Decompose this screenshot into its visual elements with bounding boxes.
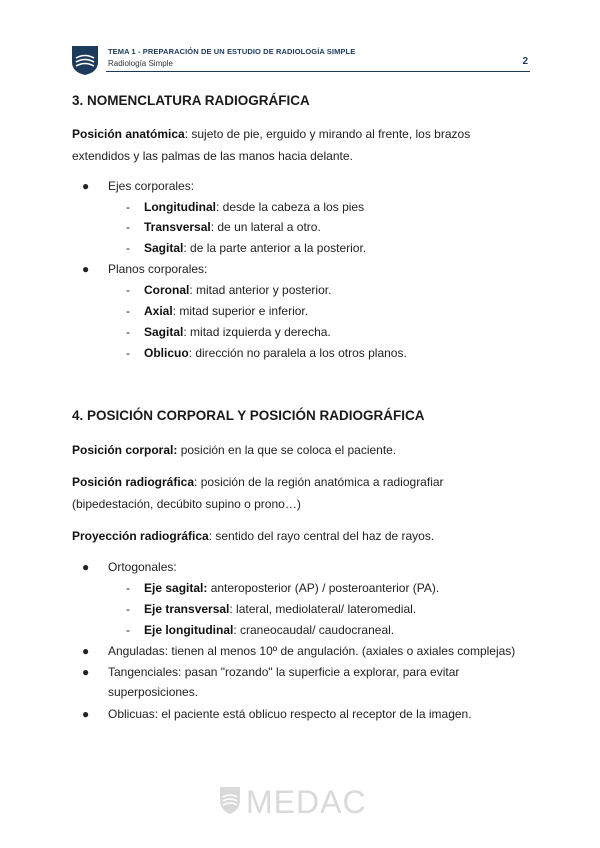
projection-paragraph [72,525,532,547]
bullet-label: Anguladas: tienen al menos 10º de angulación. (axiales o axiales complejas) [108,644,516,658]
bullet-label: Ortogonales: [108,560,177,574]
term: Eje longitudinal [144,623,234,637]
term: Longitudinal [144,200,216,214]
anatomic-position-def-1: : sujeto de pie, erguido y mirando al frente, los brazos [184,127,471,141]
bullet-label: Ejes corporales: [108,179,195,193]
header-title: TEMA 1 - PREPARACIÓN DE UN ESTUDIO DE RADIOLOGÍA SIMPLE [108,47,356,56]
term: Sagital [144,241,184,255]
bullet-label-cont: superposiciones. [108,685,199,699]
anatomic-position-paragraph [72,123,532,167]
bullet-icon: ● [82,262,90,276]
radiographic-position-term: Posición radiográfica [72,475,195,489]
header-subtitle: Radiología Simple [108,59,173,68]
definition: : mitad anterior y posterior. [189,283,332,297]
term: Transversal [144,220,211,234]
definition: : craneocaudal/ caudocraneal. [233,623,395,637]
definition: : desde la cabeza a los pies [215,200,365,214]
bullet-icon: ● [82,707,90,721]
bullet-label: Oblicuas: el paciente está oblicuo respecto al receptor de la imagen. [108,707,472,721]
dash-icon: - [126,325,130,339]
term: Axial [144,304,173,318]
radiographic-position-def-2: (bipedestación, decúbito supino o prono…) [72,497,301,511]
dash-icon: - [126,220,130,234]
definition: : de la parte anterior a la posterior. [183,241,367,255]
medac-footer-logo [218,784,378,818]
dash-icon: - [126,283,130,297]
body-position-def: posición en la que se coloca el paciente. [177,443,397,457]
definition: : mitad izquierda y derecha. [183,325,331,339]
dash-icon: - [126,623,130,637]
anatomic-position-term: Posición anatómica [72,127,185,141]
definition: anteroposterior (AP) / posteroanterior (PA). [207,581,440,595]
body-position-term: Posición corporal: [72,443,178,457]
projection-def: : sentido del rayo central del haz de rayos. [208,529,435,543]
bullet-label: Planos corporales: [108,262,208,276]
term: Oblicuo [144,346,189,360]
page-number: 2 [522,56,528,67]
bullet-label: Tangenciales: pasan "rozando" la superficie a explorar, para evitar [108,665,460,679]
section-3-heading: 3. NOMENCLATURA RADIOGRÁFICA [72,93,310,108]
bullet-icon: ● [82,179,90,193]
dash-icon: - [126,346,130,360]
page-header [70,42,530,76]
term: Sagital [144,325,184,339]
definition: : mitad superior e inferior. [172,304,309,318]
term: Eje sagital: [144,581,208,595]
term: Eje transversal [144,602,230,616]
dash-icon: - [126,241,130,255]
radiographic-position-def-1: : posición de la región anatómica a radiografiar [194,475,444,489]
definition: : lateral, mediolateral/ lateromedial. [229,602,417,616]
header-divider [106,71,530,72]
dash-icon: - [126,581,130,595]
definition: : de un lateral a otro. [210,220,321,234]
bullet-icon: ● [82,644,90,658]
projection-term: Proyección radiográfica [72,529,209,543]
footer-brand: MEDAC [246,784,367,818]
body-position-paragraph [72,439,532,461]
anatomic-position-def-2: extendidos y las palmas de las manos hacia delante. [72,149,353,163]
dash-icon: - [126,602,130,616]
dash-icon: - [126,304,130,318]
medac-shield-icon [70,44,100,76]
bullet-icon: ● [82,560,90,574]
bullet-icon: ● [82,665,90,679]
section-4-heading: 4. POSICIÓN CORPORAL Y POSICIÓN RADIOGRÁFICA [72,408,425,423]
dash-icon: - [126,200,130,214]
definition: : dirección no paralela a los otros planos. [188,346,407,360]
radiographic-position-paragraph [72,471,532,515]
term: Coronal [144,283,190,297]
